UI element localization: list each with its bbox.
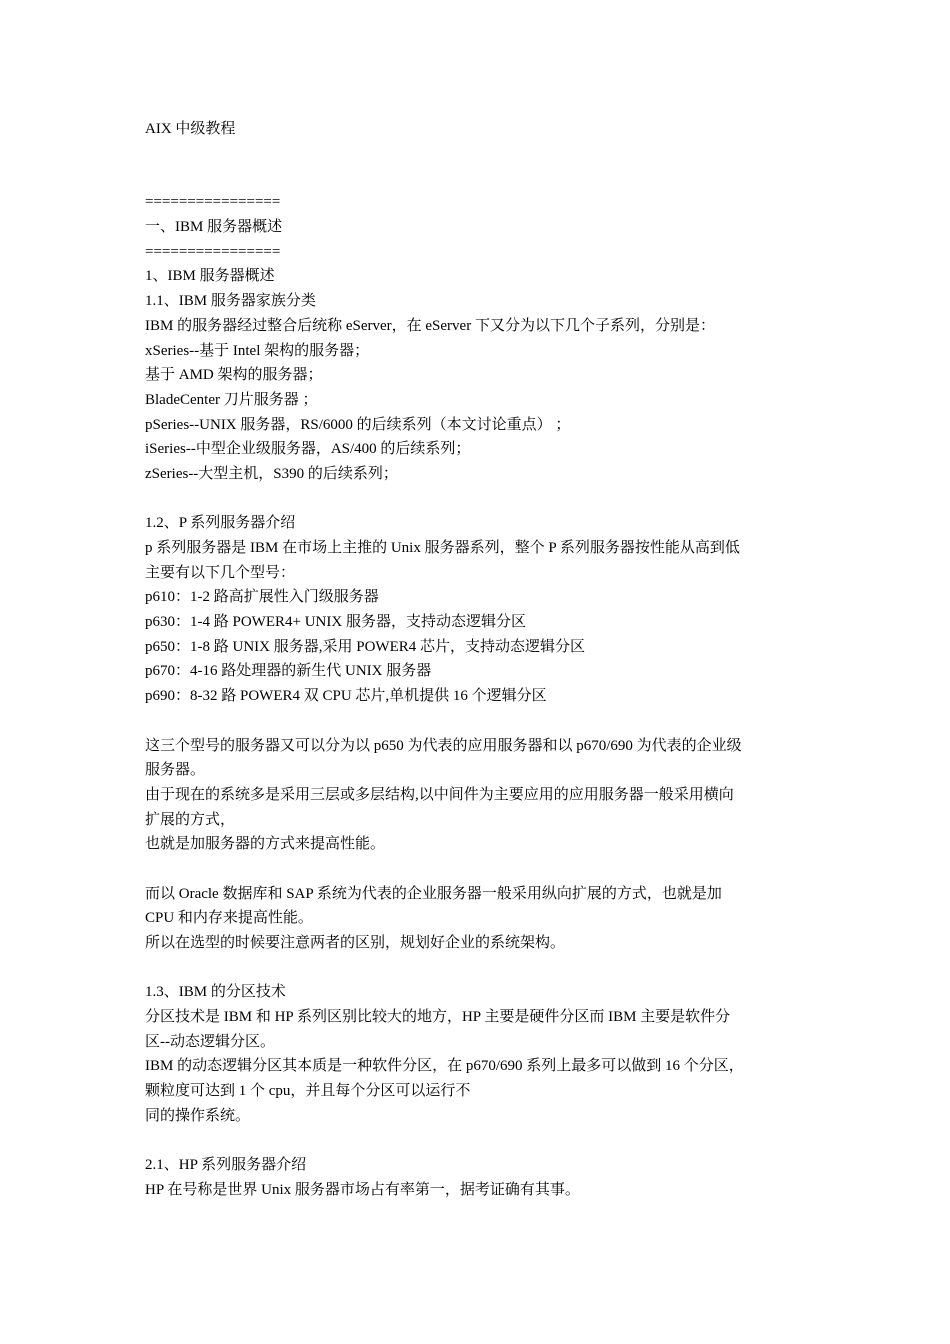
document-title: AIX 中级教程 (145, 121, 236, 137)
blank-line (145, 1129, 810, 1154)
text-line: p650：1-8 路 UNIX 服务器,采用 POWER4 芯片，支持动态逻辑分区 (145, 638, 585, 655)
text-line: 2.1、HP 系列服务器介绍 (145, 1157, 307, 1174)
text-line: 颗粒度可达到 1 个 cpu，并且每个分区可以运行不 (145, 1083, 471, 1100)
separator-bottom: ================ (145, 243, 281, 260)
text-line: 这三个型号的服务器又可以分为以 p650 为代表的应用服务器和以 p670/690 为代表的企业级 (145, 737, 742, 754)
blank-line (145, 141, 810, 166)
text-line: pSeries--UNIX 服务器，RS/6000 的后续系列（本文讨论重点） ； (145, 416, 571, 433)
separator-top: ================ (145, 194, 281, 211)
text-line: IBM 的服务器经过整合后统称 eServer，在 eServer 下又分为以下几个子系列，分别是： (145, 317, 715, 334)
text-line: BladeCenter 刀片服务器 ； (145, 391, 318, 408)
text-line: HP 在号称是世界 Unix 服务器市场占有率第一，据考证确有其事。 (145, 1181, 580, 1198)
text-line: 服务器。 (145, 762, 206, 779)
document-page (145, 117, 810, 1203)
text-line: p 系列服务器是 IBM 在市场上主推的 Unix 服务器系列，整个 P 系列服务器按性能从高到低 (145, 540, 740, 556)
text-line: 分区技术是 IBM 和 HP 系列区别比较大的地方，HP 主要是硬件分区而 IBM 主要是软件分 (145, 1009, 731, 1026)
text-line: 由于现在的系统多是采用三层或多层结构,以中间件为主要应用的应用服务器一般采用横向 (145, 786, 734, 803)
text-line: 1.1、IBM 服务器家族分类 (145, 293, 316, 310)
text-line: 1、IBM 服务器概述 (145, 268, 275, 285)
text-line: iSeries--中型企业级服务器，AS/400 的后续系列； (145, 441, 471, 458)
text-line: xSeries--基于 Intel 架构的服务器； (145, 342, 370, 359)
blank-line (145, 166, 810, 191)
text-line: 主要有以下几个型号： (145, 564, 296, 581)
text-line: IBM 的动态逻辑分区其本质是一种软件分区，在 p670/690 系列上最多可以做到 16 个分区， (145, 1058, 744, 1075)
text-line: 1.3、IBM 的分区技术 (145, 984, 286, 1001)
text-line: p690：8-32 路 POWER4 双 CPU 芯片,单机提供 16 个逻辑分区 (145, 688, 547, 705)
text-line: 基于 AMD 架构的服务器； (145, 367, 323, 384)
text-line: 同的操作系统。 (145, 1107, 251, 1124)
blank-line (145, 857, 810, 882)
text-line: p670：4-16 路处理器的新生代 UNIX 服务器 (145, 663, 432, 680)
text-line: zSeries--大型主机，S390 的后续系列； (145, 465, 398, 482)
blank-line (145, 956, 810, 981)
text-line: 而以 Oracle 数据库和 SAP 系统为代表的企业服务器一般采用纵向扩展的方式，也就是加 (145, 885, 722, 902)
blank-line (145, 487, 810, 512)
text-line: p630：1-4 路 POWER4+ UNIX 服务器，支持动态逻辑分区 (145, 614, 526, 631)
text-line: 扩展的方式， (145, 811, 236, 828)
text-line: 1.2、P 系列服务器介绍 (145, 515, 296, 532)
text-line: CPU 和内存来提高性能。 (145, 910, 313, 927)
text-line: 所以在选型的时候要注意两者的区别，规划好企业的系统架构。 (145, 935, 566, 951)
text-line: 区--动态逻辑分区。 (145, 1033, 275, 1050)
document-body (145, 264, 810, 1202)
text-line: p610：1-2 路高扩展性入门级服务器 (145, 589, 379, 606)
text-line: 也就是加服务器的方式来提高性能。 (145, 836, 386, 853)
blank-line (145, 709, 810, 734)
section-heading: 一、IBM 服务器概述 (145, 219, 283, 236)
